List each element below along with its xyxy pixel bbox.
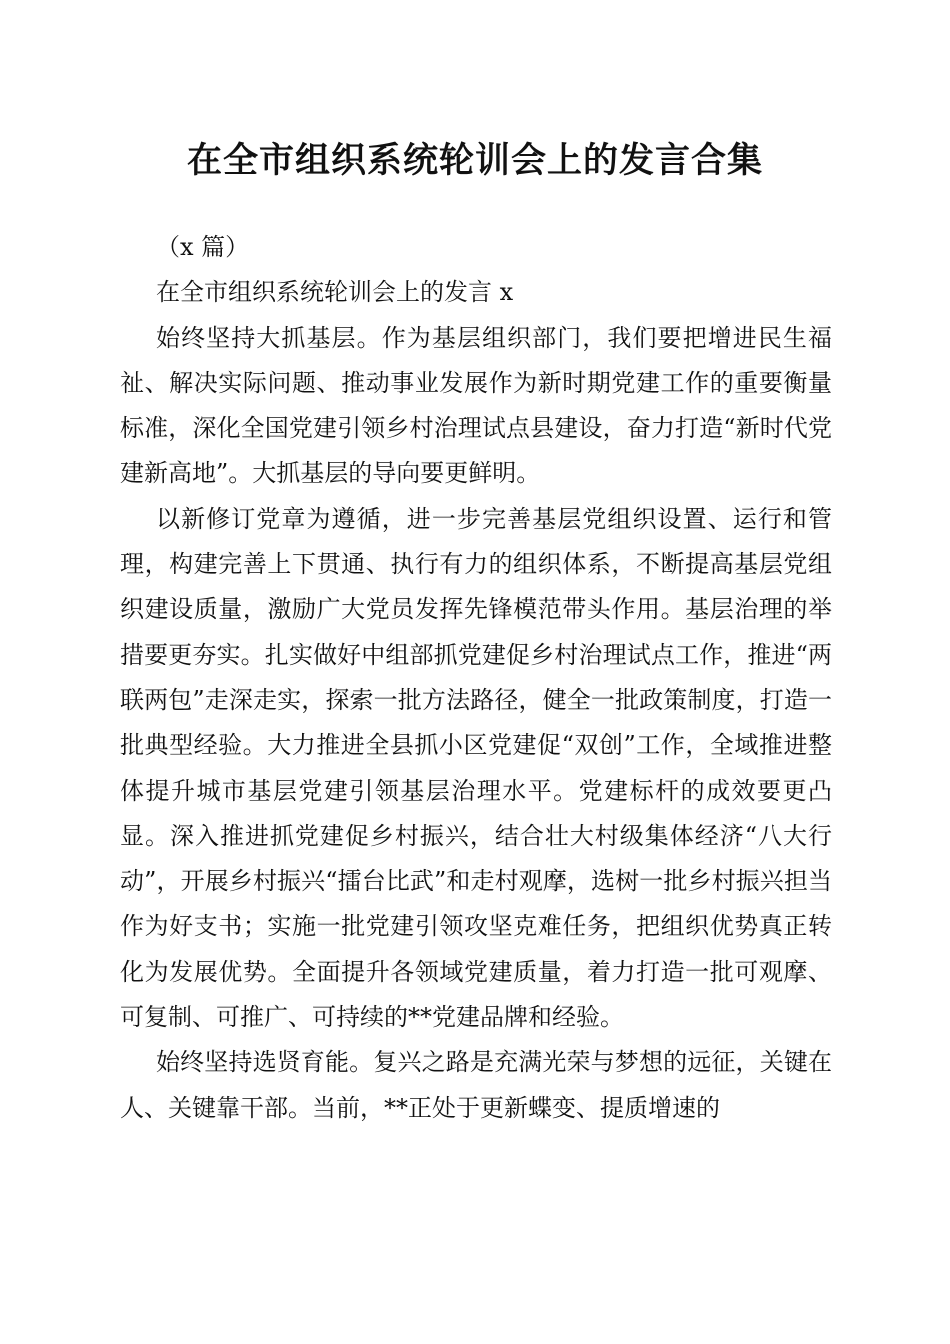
document-subtitle: 在全市组织系统轮训会上的发言 x <box>156 278 514 307</box>
document-note: （x 篇） <box>156 233 250 261</box>
body-paragraph: 始终坚持选贤育能。复兴之路是充满光荣与梦想的远征，关键在人、关键靠干部。当前，**正处于更新蝶变、提质增速的 <box>120 1048 832 1122</box>
document-title: 在全市组织系统轮训会上的发言合集 <box>186 141 763 181</box>
body-paragraph: 以新修订党章为遵循，进一步完善基层党组织设置、运行和管理，构建完善上下贯通、执行有力的组织体系，不断提高基层党组织建设质量，激励广大党员发挥先锋模范带头作用。基层治理的举措要更夯实。扎实做好中组部抓党建促乡村治理试点工作，推进“两联两包”走深走实，探索一批方法路径，健全一批政策制度，打造一批典型经验。大力推进全县抓小区党建促“双创”工作，全域推进整体提升城市基层党建引领基层治理水平。党建标杆的成效要更凸显。深入推进抓党建促乡村振兴，结合壮大村级集体经济“八大行动”，开展乡村振兴“擂台比武”和走村观摩，选树一批乡村振兴担当作为好支书；实施一批党建引领攻坚克难任务，把组织优势真正转化为发展优势。全面提升各领域党建质量，着力打造一批可观摩、可复制、可推广、可持续的**党建品牌和经验。 <box>120 504 832 1032</box>
document-body <box>120 225 832 1131</box>
body-paragraph: 始终坚持大抓基层。作为基层组织部门，我们要把增进民生福祉、解决实际问题、推动事业发展作为新时期党建工作的重要衡量标准，深化全国党建引领乡村治理试点县建设，奋力打造“新时代党建新高地”。大抓基层的导向要更鲜明。 <box>120 323 832 488</box>
